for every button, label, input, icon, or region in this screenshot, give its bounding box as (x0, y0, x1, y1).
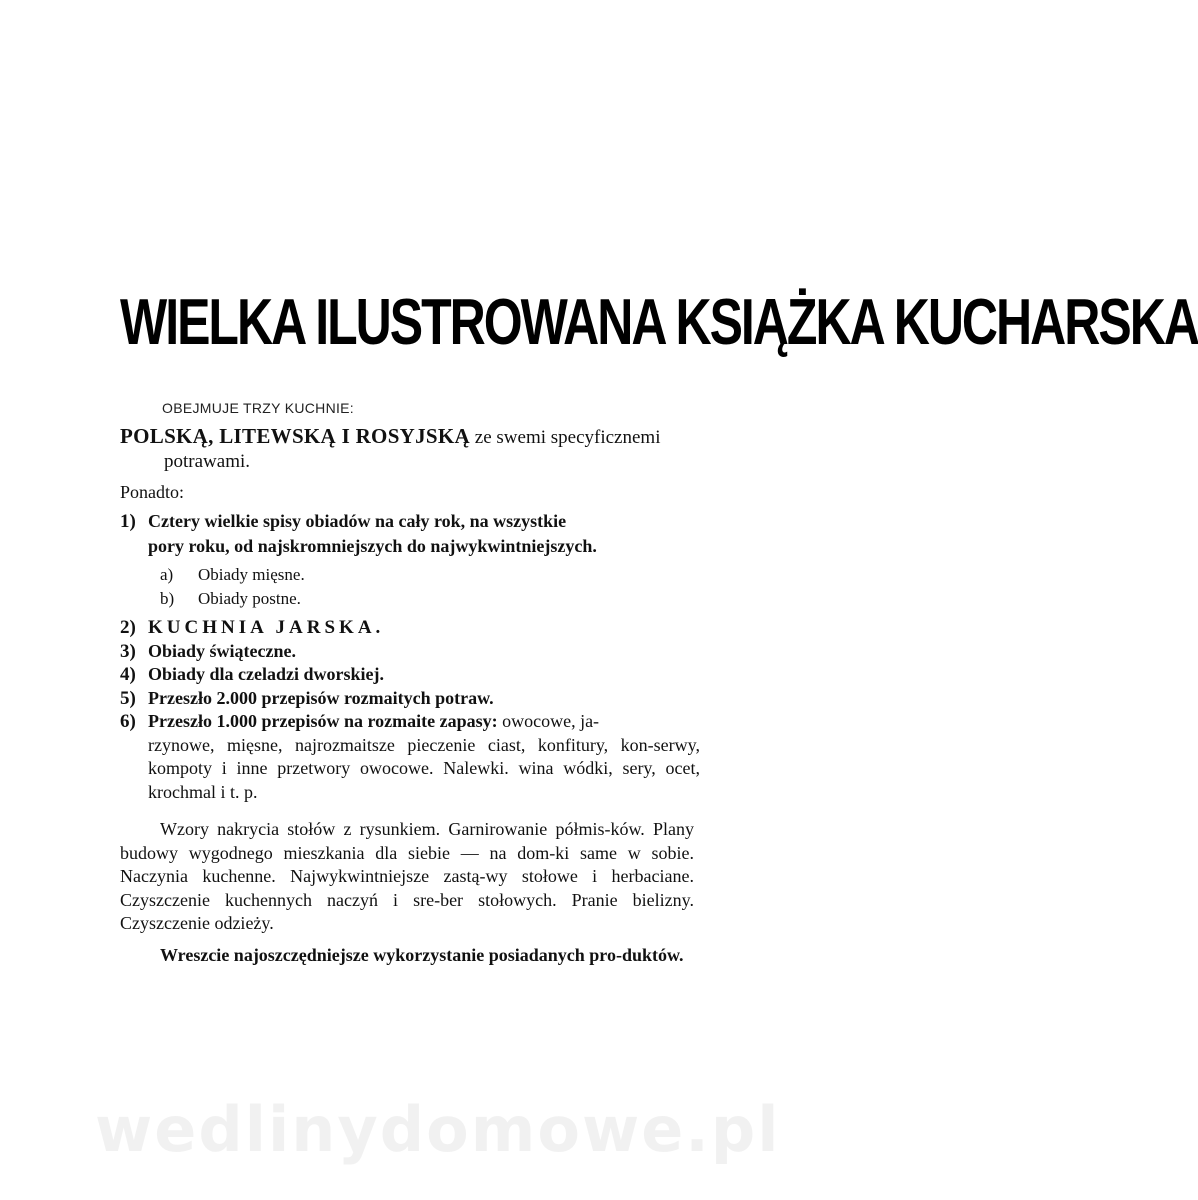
list-item-number: 5) (120, 687, 136, 709)
list-item-number: 1) (120, 511, 136, 532)
list-item-3-text: Obiady świąteczne. (148, 640, 296, 661)
list-item-4-text: Obiady dla czeladzi dworskiej. (148, 664, 385, 684)
list-item-6-bold: Przeszło 1.000 przepisów na rozmaite zapasy: (148, 711, 498, 731)
list-item-number: 4) (120, 664, 136, 685)
subitem-a (160, 565, 305, 585)
paragraph-services-text: Wzory nakrycia stołów z rysunkiem. Garnirowanie półmis-ków. Plany budowy wygodnego mieszkania dla siebie — na dom-ki same w sobie. Naczynia kuchenne. Najwykwintniejsze zastą-wy stołowe i herbaciane. Czyszczenie kuchennych naczyń i sre-ber stołowych. Pranie bielizny. Czyszczenie odzieży. (120, 819, 694, 934)
list-item-number: 3) (120, 640, 136, 662)
numbered-list (120, 616, 700, 804)
paragraph-closing (120, 944, 694, 968)
list-item-number: 2) (120, 617, 136, 638)
intro-label: OBEJMUJE TRZY KUCHNIE: (162, 400, 354, 416)
list-item-6 (120, 710, 700, 734)
kitchens-names: POLSKĄ, LITEWSKĄ I ROSYJSKĄ (120, 424, 471, 448)
list-item-1 (120, 509, 700, 559)
list-item-number: 6) (120, 711, 136, 732)
list-item-2 (120, 616, 700, 640)
list-item-1-line1: Cztery wielkie spisy obiadów na cały rok, na wszystkie (148, 511, 567, 531)
subitem-text: Obiady postne. (198, 589, 301, 608)
paragraph-services (120, 818, 694, 936)
ponadto-label: Ponadto: (120, 482, 185, 502)
list-item-6-rest: owocowe, ja- (502, 711, 600, 731)
list-item-5-text: Przeszło 2.000 przepisów rozmaitych potraw. (148, 687, 494, 708)
kitchens-rest: ze swemi specyficznemi (474, 427, 661, 448)
list-item-6-continuation: rzynowe, mięsne, najrozmaitsze pieczenie ciast, konfitury, kon-serwy, kompoty i inne przetwory owocowe. Nalewki. wina wódki, sery, ocet, krochmal i t. p. (148, 734, 700, 802)
book-title: WIELKA ILUSTROWANA KSIĄŻKA KUCHARSKA (120, 285, 1198, 359)
kitchens-continuation: potrawami. (164, 451, 251, 472)
list-item-5 (120, 687, 700, 711)
paragraph-closing-text: Wreszcie najoszczędniejsze wykorzystanie posiadanych pro-duktów. (160, 945, 684, 965)
list-item-1-line2: pory roku, od najskromniejszych do najwykwintniejszych. (148, 536, 597, 556)
watermark: wedlinydomowe.pl (95, 1093, 781, 1166)
subitem-text: Obiady mięsne. (198, 565, 305, 584)
list-item-4 (120, 663, 700, 687)
list-item-3 (120, 640, 700, 664)
subitem-b (160, 589, 301, 609)
list-item-2-text: KUCHNIA JARSKA. (148, 617, 385, 638)
subitem-letter: b) (160, 589, 175, 608)
kitchens-line (120, 424, 700, 474)
subitem-letter: a) (160, 565, 174, 584)
